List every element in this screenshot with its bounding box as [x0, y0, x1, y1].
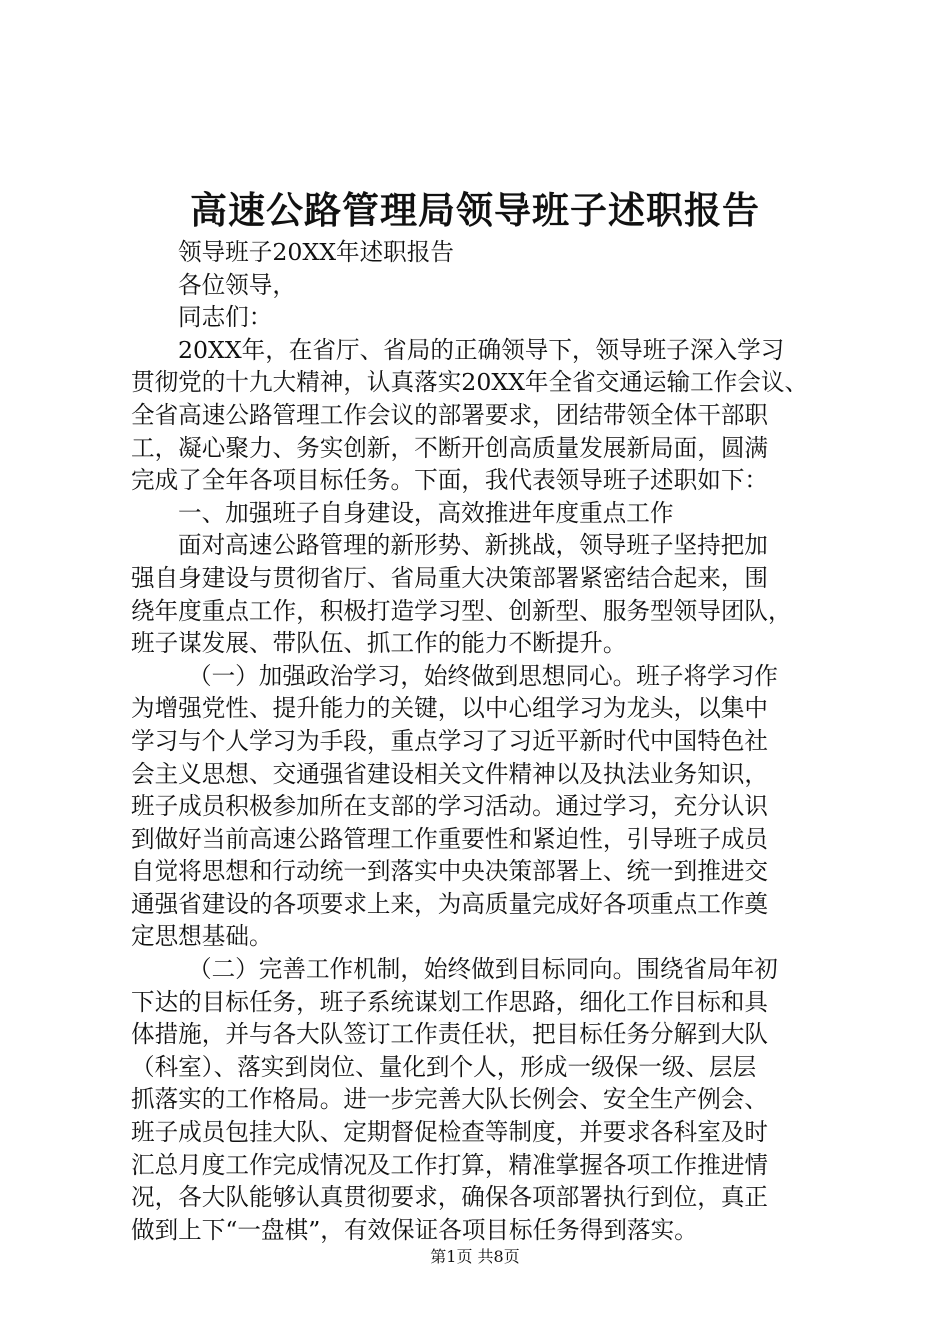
body-line: 自觉将思想和行动统一到落实中央决策部署上、统一到推进交: [131, 857, 769, 886]
document-title: 高速公路管理局领导班子述职报告: [190, 188, 760, 232]
body-line: 完成了全年各项目标任务。下面，我代表领导班子述职如下：: [131, 466, 769, 495]
body-line: 20XX年，在省厅、省局的正确领导下，领导班子深入学习: [178, 335, 785, 364]
body-line: 贯彻党的十九大精神，认真落实20XX年全省交通运输工作会议、: [131, 368, 809, 397]
body-line: 班子谋发展、带队伍、抓工作的能力不断提升。: [131, 629, 627, 658]
body-line: 会主义思想、交通强省建设相关文件精神以及执法业务知识，: [131, 759, 769, 788]
report-subtitle: 领导班子20XX年述职报告: [178, 238, 454, 266]
body-line: 班子成员积极参加所在支部的学习活动。通过学习，充分认识: [131, 792, 769, 821]
body-line: 定思想基础。: [131, 922, 273, 951]
salutation-leaders: 各位领导，: [178, 270, 296, 299]
body-line: 通强省建设的各项要求上来，为高质量完成好各项重点工作奠: [131, 889, 769, 918]
subsection-line: （一）加强政治学习，始终做到思想同心。班子将学习作: [188, 661, 778, 690]
body-line: 为增强党性、提升能力的关键，以中心组学习为龙头，以集中: [131, 694, 769, 723]
body-line: 学习与个人学习为手段，重点学习了习近平新时代中国特色社: [131, 726, 769, 755]
body-line: 做到上下“一盘棋”，有效保证各项目标任务得到落实。: [131, 1215, 698, 1244]
body-line: 况，各大队能够认真贯彻要求，确保各项部署执行到位，真正: [131, 1183, 769, 1212]
body-line: 强自身建设与贯彻省厅、省局重大决策部署紧密结合起来，围: [131, 563, 769, 592]
body-line: （科室）、落实到岗位、量化到个人，形成一级保一级、层层: [131, 1052, 757, 1081]
body-line: 体措施，并与各大队签订工作责任状，把目标任务分解到大队: [131, 1020, 769, 1049]
body-line: 绕年度重点工作，积极打造学习型、创新型、服务型领导团队，: [131, 596, 792, 625]
body-line: 到做好当前高速公路管理工作重要性和紧迫性，引导班子成员: [131, 824, 769, 853]
body-line: 工，凝心聚力、务实创新，不断开创高质量发展新局面，圆满: [131, 433, 769, 462]
page-number-footer: 第1页 共8页: [430, 1247, 520, 1266]
salutation-comrades: 同志们：: [178, 303, 273, 332]
section-heading: 一、加强班子自身建设，高效推进年度重点工作: [178, 498, 674, 527]
body-line: 班子成员包挂大队、定期督促检查等制度，并要求各科室及时: [131, 1118, 769, 1147]
body-line: 全省高速公路管理工作会议的部署要求，团结带领全体干部职: [131, 400, 769, 429]
subsection-line: （二）完善工作机制，始终做到目标同向。围绕省局年初: [188, 955, 778, 984]
body-line: 汇总月度工作完成情况及工作打算，精准掌握各项工作推进情: [131, 1150, 769, 1179]
document-body: [131, 236, 831, 1246]
body-line: 抓落实的工作格局。进一步完善大队长例会、安全生产例会、: [131, 1085, 769, 1114]
body-line: 下达的目标任务，班子系统谋划工作思路，细化工作目标和具: [131, 987, 769, 1016]
body-line: 面对高速公路管理的新形势、新挑战，领导班子坚持把加: [178, 531, 768, 560]
